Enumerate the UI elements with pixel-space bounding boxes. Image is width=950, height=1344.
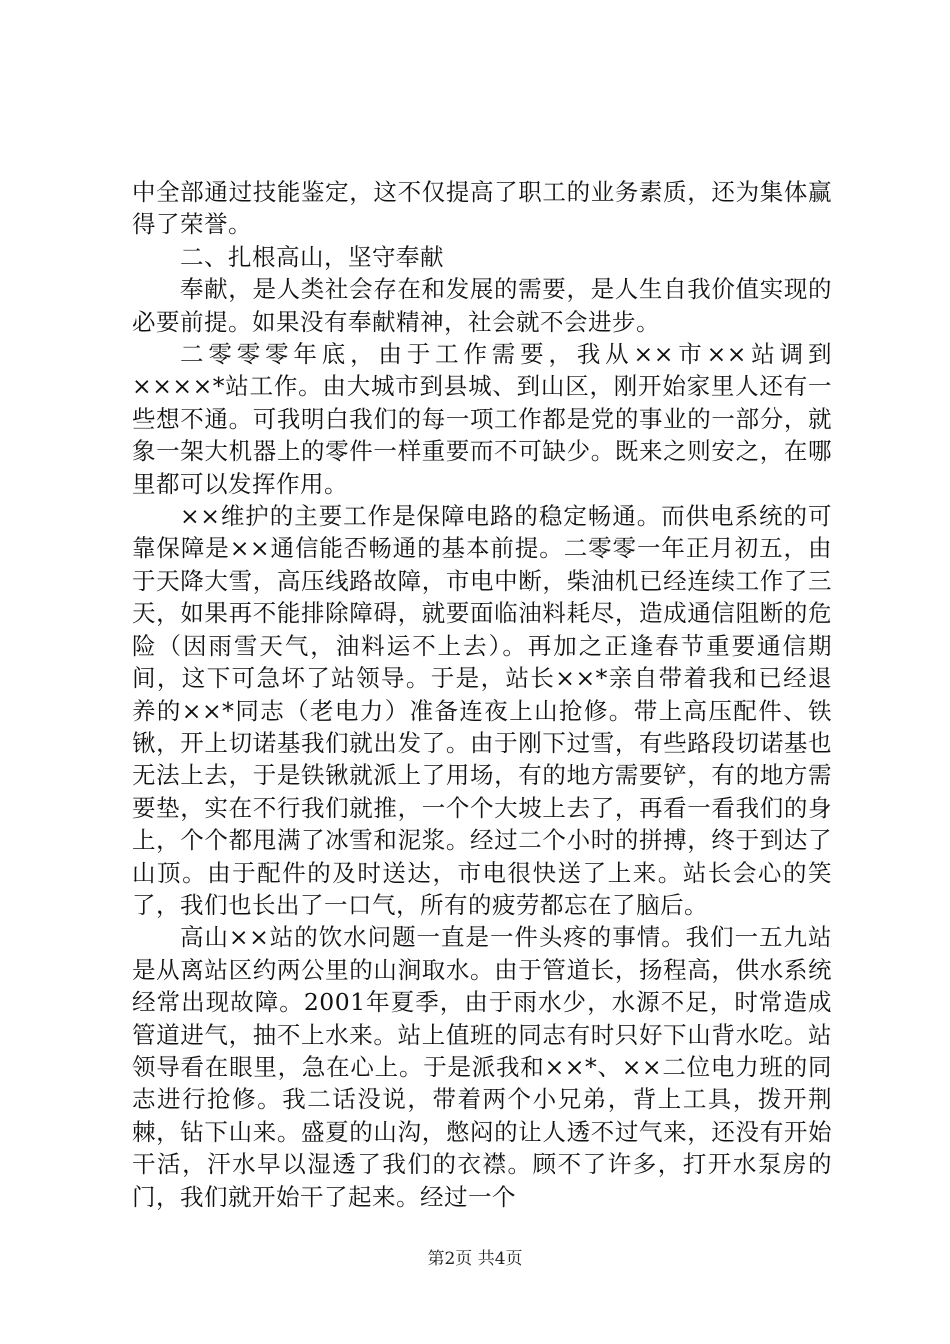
- section-heading: 二、扎根高山，坚守奉献: [180, 242, 444, 271]
- document-body: [132, 176, 832, 1213]
- paragraph: ××维护的主要工作是保障电路的稳定畅通。而供电系统的可靠保障是××通信能否畅通的基本前提。二零零一年正月初五，由于天降大雪，高压线路故障，市电中断，柴油机已经连续工作了三天，如果再不能排除障碍，就要面临油料耗尽，造成通信阻断的危险（因雨雪天气，油料运不上去）。再加之正逢春节重要通信期间，这下可急坏了站领导。于是，站长××*亲自带着我和已经退养的××*同志（老电力）准备连夜上山抢修。带上高压配件、铁锹，开上切诺基我们就出发了。由于刚下过雪，有些路段切诺基也无法上去，于是铁锹就派上了用场，有的地方需要铲，有的地方需要垫，实在不行我们就推，一个个大坡上去了，再看一看我们的身上，个个都甩满了冰雪和泥浆。经过二个小时的拼搏，终于到达了山顶。由于配件的及时送达，市电很快送了上来。站长会心的笑了，我们也长出了一口气，所有的疲劳都忘在了脑后。: [132, 502, 832, 919]
- page-footer: 第2页 共4页: [427, 1249, 523, 1269]
- paragraph-continuation: 中全部通过技能鉴定，这不仅提高了职工的业务素质，还为集体赢得了荣誉。: [132, 178, 832, 239]
- paragraph: 奉献，是人类社会存在和发展的需要，是人生自我价值实现的必要前提。如果没有奉献精神，社会就不会进步。: [132, 275, 832, 336]
- paragraph: 二零零零年底，由于工作需要，我从××市××站调到××××*站工作。由大城市到县城、到山区，刚开始家里人还有一些想不通。可我明白我们的每一项工作都是党的事业的一部分，就象一架大机器上的零件一样重要而不可缺少。既来之则安之，在哪里都可以发挥作用。: [132, 340, 832, 498]
- paragraph: 高山××站的饮水问题一直是一件头疼的事情。我们一五九站是从离站区约两公里的山涧取水。由于管道长，扬程高，供水系统经常出现故障。2001年夏季，由于雨水少，水源不足，时常造成管道进气，抽不上水来。站上值班的同志有时只好下山背水吃。站领导看在眼里，急在心上。于是派我和××*、××二位电力班的同志进行抢修。我二话没说，带着两个小兄弟，背上工具，拨开荆棘，钻下山来。盛夏的山沟，憋闷的让人透不过气来，还没有开始干活，汗水早以湿透了我们的衣襟。顾不了许多，打开水泵房的门，我们就开始干了起来。经过一个: [132, 923, 832, 1211]
